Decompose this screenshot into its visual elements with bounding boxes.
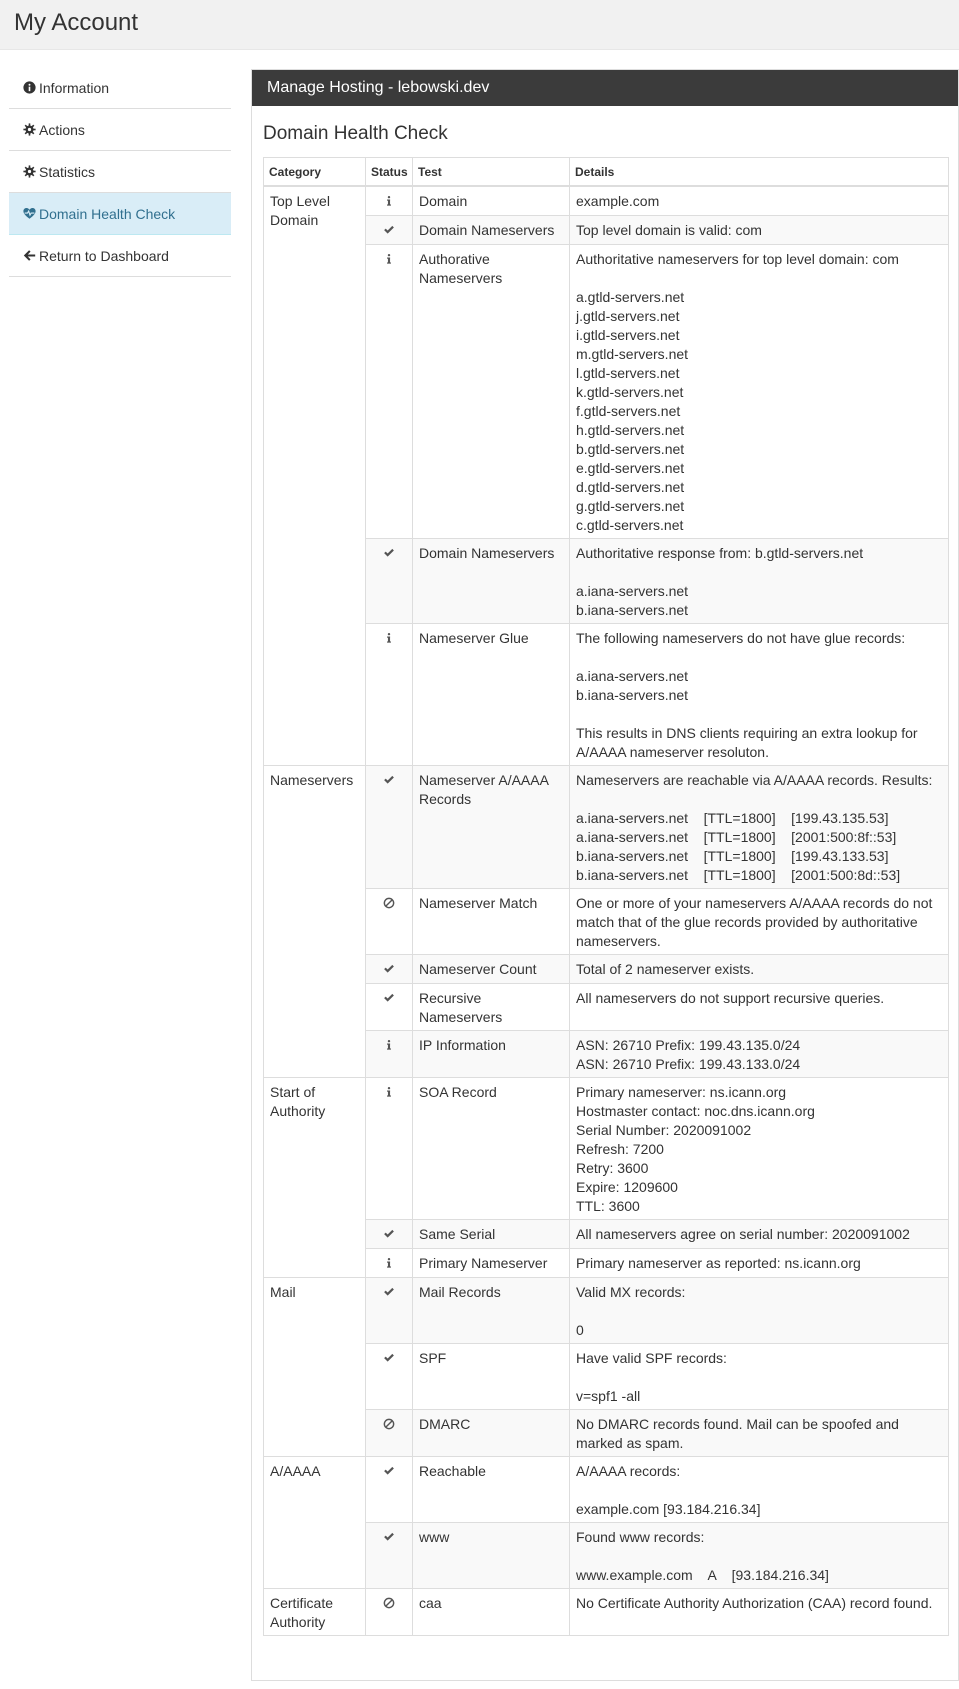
test-cell: Nameserver Match	[413, 888, 570, 954]
test-cell: Recursive Nameservers	[413, 983, 570, 1030]
detail-line: h.gtld-servers.net	[576, 421, 685, 438]
table-row	[264, 1343, 949, 1409]
test-cell: Primary Nameserver	[413, 1248, 570, 1277]
detail-line: a.iana-servers.net	[576, 667, 689, 684]
status-cell	[366, 1277, 413, 1343]
detail-line: i.gtld-servers.net	[576, 326, 680, 343]
info-icon	[383, 1039, 395, 1051]
check-icon	[383, 224, 395, 236]
detail-line: Valid MX records:	[576, 1283, 686, 1300]
detail-line: b.gtld-servers.net	[576, 440, 685, 457]
table-row	[264, 1456, 949, 1522]
sidebar-item-actions[interactable]	[9, 109, 231, 151]
detail-line: One or more of your nameservers A/AAAA records do not match that of the glue records provided by authoritative nameservers.	[576, 894, 933, 949]
table-row	[264, 1030, 949, 1077]
page-header	[0, 0, 959, 50]
detail-line: TTL: 3600	[576, 1197, 640, 1214]
column-header-test: Test	[413, 158, 570, 186]
status-cell	[366, 1077, 413, 1219]
details-cell	[570, 1522, 949, 1588]
details-cell	[570, 1277, 949, 1343]
detail-line: Hostmaster contact: noc.dns.icann.org	[576, 1102, 815, 1119]
detail-line	[576, 563, 942, 582]
sidebar-item-label: Statistics	[39, 164, 96, 180]
details-cell	[570, 983, 949, 1030]
check-icon	[383, 1465, 395, 1477]
table-row	[264, 538, 949, 623]
detail-line: Retry: 3600	[576, 1159, 649, 1176]
section-title: Domain Health Check	[263, 123, 448, 144]
detail-line: All nameservers do not support recursive queries.	[576, 989, 885, 1006]
detail-line: Top level domain is valid: com	[576, 221, 762, 238]
details-cell	[570, 1030, 949, 1077]
check-icon	[383, 774, 395, 786]
check-icon	[383, 547, 395, 559]
detail-line: Primary nameserver as reported: ns.icann.org	[576, 1254, 861, 1271]
details-cell	[570, 186, 949, 216]
details-cell	[570, 954, 949, 983]
test-cell: Reachable	[413, 1456, 570, 1522]
test-cell: Nameserver A/AAAA Records	[413, 765, 570, 888]
details-cell	[570, 888, 949, 954]
detail-line: No DMARC records found. Mail can be spoofed and marked as spam.	[576, 1415, 899, 1451]
check-icon	[383, 1228, 395, 1240]
detail-line: Authoritative nameservers for top level domain: com	[576, 250, 899, 267]
manage-hosting-panel	[251, 69, 959, 1681]
ban-icon	[383, 1597, 395, 1609]
test-cell: Domain Nameservers	[413, 538, 570, 623]
info-circle-icon	[23, 81, 36, 94]
detail-line: Primary nameserver: ns.icann.org	[576, 1083, 787, 1100]
table-row	[264, 1409, 949, 1456]
status-cell	[366, 983, 413, 1030]
detail-line: No Certificate Authority Authorization (CAA) record found.	[576, 1594, 933, 1611]
status-cell	[366, 954, 413, 983]
detail-line: j.gtld-servers.net	[576, 307, 680, 324]
status-cell	[366, 888, 413, 954]
detail-line	[576, 1547, 942, 1566]
info-icon	[383, 1257, 395, 1269]
detail-line: ASN: 26710 Prefix: 199.43.135.0/24	[576, 1036, 801, 1053]
details-cell	[570, 623, 949, 765]
test-cell: IP Information	[413, 1030, 570, 1077]
detail-line: Nameservers are reachable via A/AAAA records. Results:	[576, 771, 933, 788]
detail-line	[576, 1368, 942, 1387]
detail-line	[576, 705, 942, 724]
detail-line: c.gtld-servers.net	[576, 516, 684, 533]
table-row	[264, 1522, 949, 1588]
status-cell	[366, 215, 413, 244]
category-cell: Nameservers	[264, 765, 366, 1077]
status-cell	[366, 1588, 413, 1635]
detail-line: m.gtld-servers.net	[576, 345, 689, 362]
detail-line: a.gtld-servers.net	[576, 288, 685, 305]
gear-icon	[23, 123, 36, 136]
sidebar-item-label: Actions	[39, 122, 85, 138]
status-cell	[366, 1248, 413, 1277]
detail-line: All nameservers agree on serial number: 2020091002	[576, 1225, 910, 1242]
check-icon	[383, 1531, 395, 1543]
details-cell	[570, 1219, 949, 1248]
table-row	[264, 954, 949, 983]
test-cell: SPF	[413, 1343, 570, 1409]
table-row	[264, 186, 949, 216]
status-cell	[366, 1030, 413, 1077]
detail-line: A/AAAA records:	[576, 1462, 681, 1479]
detail-line: This results in DNS clients requiring an extra lookup for A/AAAA nameserver resoluton.	[576, 724, 918, 760]
test-cell: Nameserver Count	[413, 954, 570, 983]
table-row	[264, 1219, 949, 1248]
detail-line: example.com	[576, 192, 660, 209]
test-cell: Domain	[413, 186, 570, 216]
category-cell: Certificate Authority	[264, 1588, 366, 1635]
table-row	[264, 983, 949, 1030]
column-header-category: Category	[264, 158, 366, 186]
table-row	[264, 765, 949, 888]
test-cell: Nameserver Glue	[413, 623, 570, 765]
table-row	[264, 1248, 949, 1277]
sidebar-item-label: Return to Dashboard	[39, 248, 169, 264]
info-icon	[383, 253, 395, 265]
status-cell	[366, 1219, 413, 1248]
detail-line	[576, 269, 942, 288]
detail-line: b.iana-servers.net [TTL=1800] [2001:500:8d::53]	[576, 866, 901, 883]
info-icon	[383, 632, 395, 644]
check-icon	[383, 1286, 395, 1298]
table-row	[264, 623, 949, 765]
test-cell: Authorative Nameservers	[413, 244, 570, 538]
status-cell	[366, 1343, 413, 1409]
detail-line: a.iana-servers.net [TTL=1800] [2001:500:8f::53]	[576, 828, 897, 845]
check-icon	[383, 992, 395, 1004]
sidebar-item-return-to-dashboard[interactable]	[9, 235, 231, 277]
detail-line: l.gtld-servers.net	[576, 364, 680, 381]
status-cell	[366, 1409, 413, 1456]
table-row	[264, 215, 949, 244]
test-cell: Mail Records	[413, 1277, 570, 1343]
column-header-details: Details	[570, 158, 949, 186]
test-cell: SOA Record	[413, 1077, 570, 1219]
detail-line: b.iana-servers.net	[576, 686, 689, 703]
status-cell	[366, 623, 413, 765]
status-cell	[366, 244, 413, 538]
detail-line: d.gtld-servers.net	[576, 478, 685, 495]
detail-line: f.gtld-servers.net	[576, 402, 681, 419]
detail-line: Found www records:	[576, 1528, 705, 1545]
details-cell	[570, 1409, 949, 1456]
category-cell: Start of Authority	[264, 1077, 366, 1277]
column-header-status: Status	[366, 158, 413, 186]
details-cell	[570, 215, 949, 244]
info-icon	[383, 1086, 395, 1098]
detail-line: 0	[576, 1321, 584, 1338]
detail-line: e.gtld-servers.net	[576, 459, 685, 476]
detail-line	[576, 1302, 942, 1321]
panel-heading: Manage Hosting - lebowski.dev	[252, 70, 958, 106]
detail-line: example.com [93.184.216.34]	[576, 1500, 761, 1517]
test-cell: DMARC	[413, 1409, 570, 1456]
ban-icon	[383, 1418, 395, 1430]
table-body	[264, 186, 949, 1636]
detail-line: v=spf1 -all	[576, 1387, 641, 1404]
detail-line: Expire: 1209600	[576, 1178, 678, 1195]
table-header-row	[264, 158, 949, 186]
detail-line: Refresh: 7200	[576, 1140, 664, 1157]
detail-line	[576, 1481, 942, 1500]
sidebar-item-label: Domain Health Check	[39, 206, 176, 222]
sidebar-nav	[9, 67, 231, 277]
detail-line	[576, 790, 942, 809]
detail-line: g.gtld-servers.net	[576, 497, 685, 514]
category-cell: A/AAAA	[264, 1456, 366, 1588]
arrow-left-icon	[23, 249, 36, 262]
table-row	[264, 1077, 949, 1219]
status-cell	[366, 538, 413, 623]
health-check-table	[263, 157, 949, 1636]
sidebar-item-label: Information	[39, 80, 110, 96]
check-icon	[383, 1352, 395, 1364]
detail-line: Authoritative response from: b.gtld-servers.net	[576, 544, 864, 561]
ban-icon	[383, 897, 395, 909]
test-cell: Domain Nameservers	[413, 215, 570, 244]
status-cell	[366, 1456, 413, 1522]
sidebar-item-domain-health-check[interactable]	[9, 193, 231, 235]
detail-line: Serial Number: 2020091002	[576, 1121, 752, 1138]
gear-icon	[23, 165, 36, 178]
detail-line: a.iana-servers.net	[576, 582, 689, 599]
detail-line: www.example.com A [93.184.216.34]	[576, 1566, 829, 1583]
status-cell	[366, 1522, 413, 1588]
status-cell	[366, 765, 413, 888]
detail-line: b.iana-servers.net	[576, 601, 689, 618]
detail-line: Total of 2 nameserver exists.	[576, 960, 755, 977]
category-cell: Mail	[264, 1277, 366, 1456]
heartbeat-icon	[23, 207, 36, 220]
test-cell: www	[413, 1522, 570, 1588]
details-cell	[570, 765, 949, 888]
details-cell	[570, 1248, 949, 1277]
detail-line: Have valid SPF records:	[576, 1349, 727, 1366]
check-icon	[383, 963, 395, 975]
info-icon	[383, 195, 395, 207]
details-cell	[570, 1343, 949, 1409]
test-cell: Same Serial	[413, 1219, 570, 1248]
test-cell: caa	[413, 1588, 570, 1635]
details-cell	[570, 1588, 949, 1635]
detail-line: b.iana-servers.net [TTL=1800] [199.43.133.53]	[576, 847, 889, 864]
page-title: My Account	[14, 9, 139, 36]
sidebar-item-information[interactable]	[9, 67, 231, 109]
detail-line: a.iana-servers.net [TTL=1800] [199.43.135.53]	[576, 809, 889, 826]
table-row	[264, 244, 949, 538]
status-cell	[366, 186, 413, 216]
sidebar-item-statistics[interactable]	[9, 151, 231, 193]
table-row	[264, 1588, 949, 1635]
detail-line: ASN: 26710 Prefix: 199.43.133.0/24	[576, 1055, 801, 1072]
details-cell	[570, 1077, 949, 1219]
details-cell	[570, 1456, 949, 1522]
detail-line	[576, 648, 942, 667]
detail-line: k.gtld-servers.net	[576, 383, 684, 400]
category-cell: Top Level Domain	[264, 186, 366, 766]
table-row	[264, 1277, 949, 1343]
details-cell	[570, 538, 949, 623]
details-cell	[570, 244, 949, 538]
detail-line: The following nameservers do not have glue records:	[576, 629, 906, 646]
table-row	[264, 888, 949, 954]
